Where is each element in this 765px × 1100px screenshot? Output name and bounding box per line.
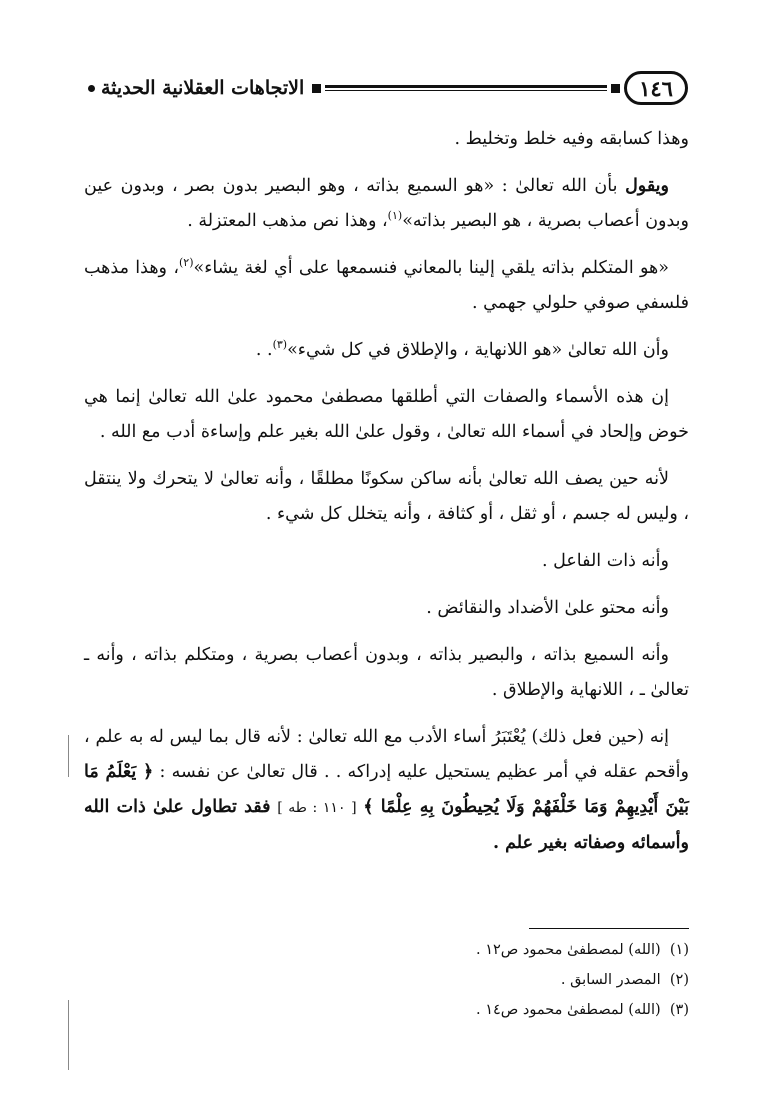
paragraph: وأنه محتو علىٰ الأضداد والنقائض . bbox=[426, 598, 669, 618]
page-header bbox=[88, 68, 688, 108]
verse-reference: [ ١١٠ : طه ] bbox=[277, 800, 357, 816]
paragraph: إنه (حين فعل ذلك) يُعْتَبَرُ أساء الأدب مع الله تعالىٰ : لأنه قال بما ليس له به علم ، وأقحم عقله في أمر عظيم يستحيل عليه إدراكه . . قال تعالىٰ عن نفسه : ﴿ يَعْلَمُ مَا بَيْنَ أَيْدِيهِمْ وَمَا خَلْفَهُمْ وَلَا يُحِيطُونَ بِهِ عِلْمًا ﴾ [ ١١٠ : طه ] فقد تطاول علىٰ ذات الله وأسمائه وصفاته بغير علم . bbox=[84, 727, 689, 853]
paragraph: وهذا كسابقه وفيه خلط وتخليط . bbox=[454, 129, 689, 149]
footnote: (٢) المصدر السابق . bbox=[560, 972, 689, 988]
header-dot-ornament bbox=[88, 85, 95, 92]
footnote-ref: (١) bbox=[387, 209, 403, 223]
paragraph: لأنه حين يصف الله تعالىٰ بأنه ساكن سكونًا مطلقًا ، وأنه تعالىٰ لا يتحرك ولا ينتقل ، وليس له جسم ، أو ثقل ، أو كثافة ، وأنه يتخلل كل شيء . bbox=[84, 469, 689, 524]
footnote: (١) (الله) لمصطفىٰ محمود ص١٢ . bbox=[476, 942, 689, 958]
header-square-ornament bbox=[611, 84, 620, 93]
paragraph: وأنه السميع بذاته ، والبصير بذاته ، وبدون أعصاب بصرية ، ومتكلم بذاته ، وأنه ـ تعالىٰ ـ ، اللانهاية والإطلاق . bbox=[84, 645, 689, 700]
page-number: ١٤٦ bbox=[624, 71, 688, 105]
footnotes bbox=[84, 928, 689, 1025]
footnote-ref: (٣) bbox=[272, 338, 288, 352]
footnote-separator bbox=[529, 928, 689, 929]
header-square-ornament bbox=[312, 84, 321, 93]
paragraph: وأن الله تعالىٰ «هو اللانهاية ، والإطلاق في كل شيء»$^{(٣)}$. . bbox=[255, 338, 669, 360]
running-title: الاتجاهات العقلانية الحديثة bbox=[101, 77, 305, 99]
paragraph: وأنه ذات الفاعل . bbox=[541, 551, 669, 571]
paragraph: «هو المتكلم بذاته يلقي إلينا بالمعاني فنسمعها على أي لغة يشاء»$^{(٢)}$، وهذا مذهب فلسفي صوفي حلولي جهمي . bbox=[84, 256, 689, 313]
footnote-ref: (٢) bbox=[178, 256, 194, 270]
paragraph-lead: ويقول bbox=[625, 176, 669, 196]
scan-margin-line bbox=[68, 1000, 69, 1070]
paragraph: إن هذه الأسماء والصفات التي أطلقها مصطفىٰ محمود علىٰ الله تعالىٰ إنما هي خوض وإلحاد في أسماء الله تعالىٰ ، وقول علىٰ الله بغير علم وإساءة أدب مع الله . bbox=[84, 387, 689, 442]
header-rule bbox=[325, 85, 607, 91]
body-text bbox=[84, 122, 689, 861]
footnote: (٣) (الله) لمصطفىٰ محمود ص١٤ . bbox=[476, 1002, 689, 1018]
scan-margin-line bbox=[68, 735, 69, 777]
paragraph: ويقول بأن الله تعالىٰ : «هو السميع بذاته ، وهو البصير بدون بصر ، وبدون عين وبدون أعصاب بصرية ، هو البصير بذاته»$^{(١)}$، وهذا نص مذهب المعتزلة . bbox=[84, 176, 689, 231]
quran-verse: ﴿ يَعْلَمُ مَا بَيْنَ أَيْدِيهِمْ وَمَا خَلْفَهُمْ وَلَا يُحِيطُونَ بِهِ عِلْمًا ﴾ bbox=[84, 762, 689, 817]
verse-continuation: فقد تطاول علىٰ ذات الله وأسمائه وصفاته بغير علم . bbox=[84, 797, 689, 853]
